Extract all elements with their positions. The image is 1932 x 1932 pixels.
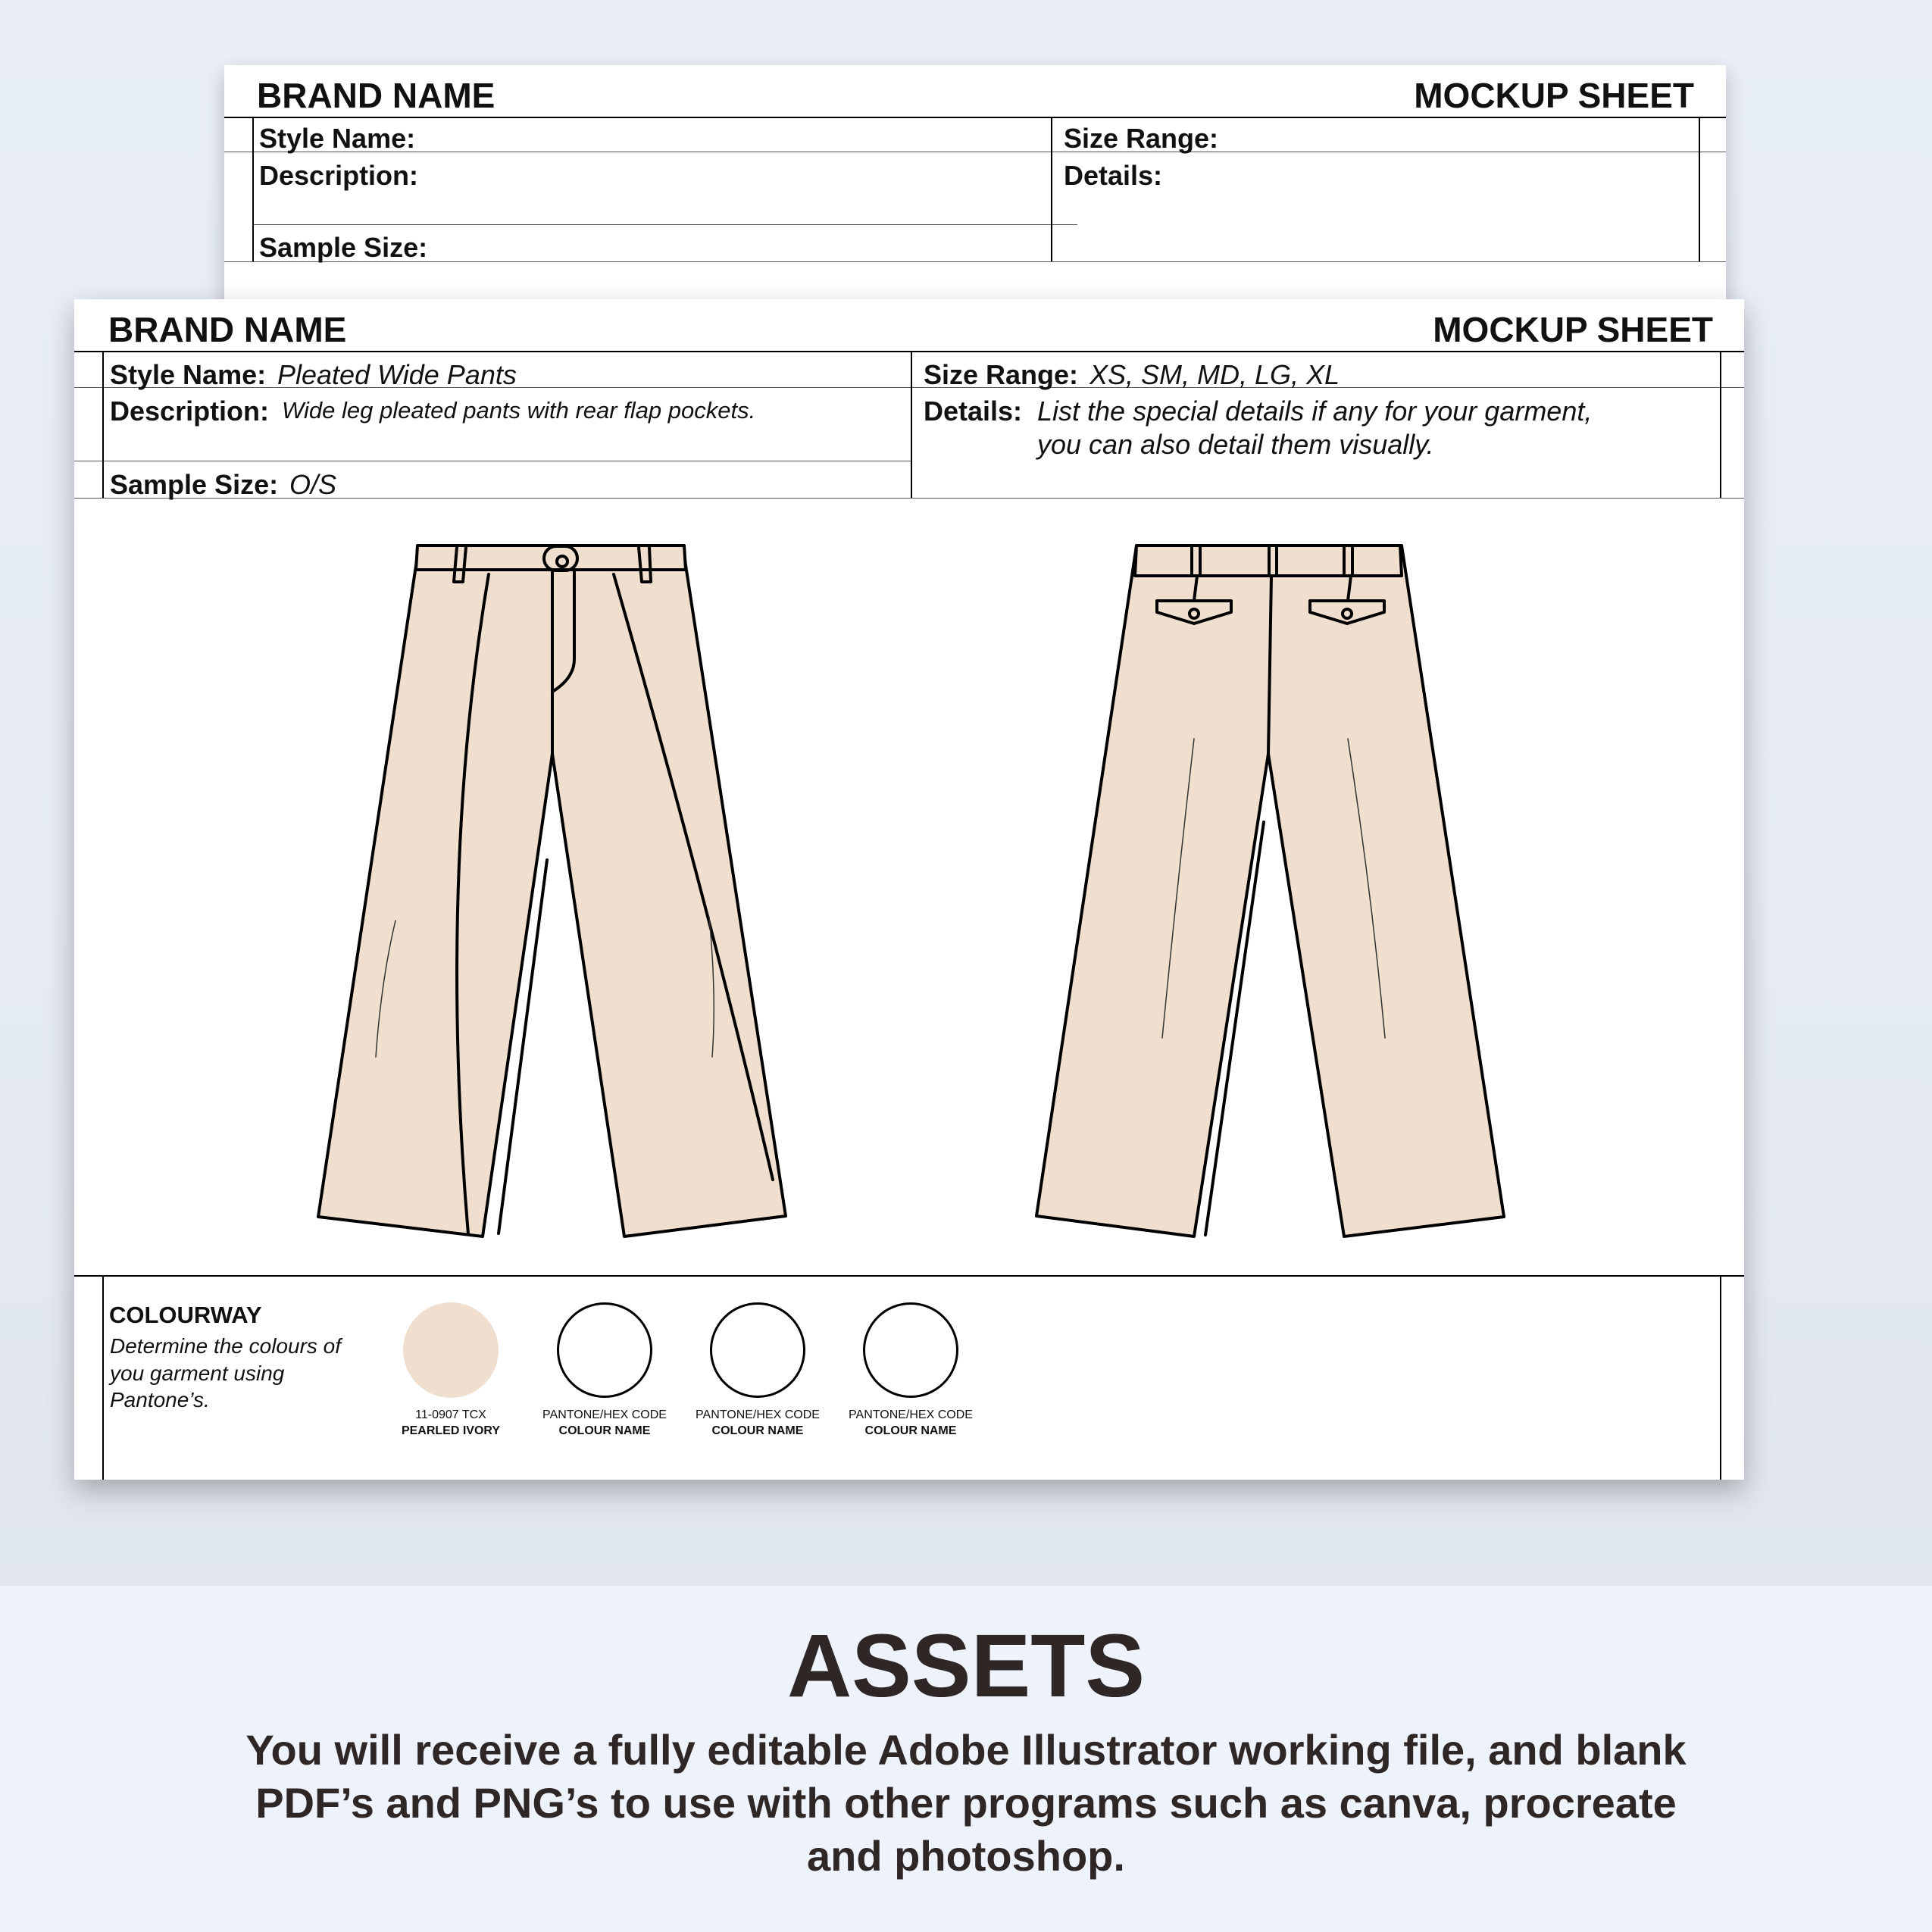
back-row-rule bbox=[252, 224, 1077, 225]
back-details-label: Details: bbox=[1064, 160, 1163, 191]
colourway-left-divider bbox=[102, 1275, 104, 1480]
colour-swatch-2 bbox=[557, 1302, 652, 1398]
swatch-4-name: COLOUR NAME bbox=[864, 1424, 957, 1437]
back-size-range-label: Size Range: bbox=[1064, 123, 1219, 154]
details-label: Details: bbox=[924, 395, 1023, 427]
pants-back-view bbox=[1036, 546, 1504, 1236]
swatch-3-code: PANTONE/HEX CODE bbox=[696, 1408, 820, 1421]
swatch-3-name: COLOUR NAME bbox=[711, 1424, 804, 1437]
back-sample-size-label: Sample Size: bbox=[259, 232, 428, 263]
details-line-1: List the special details if any for your garment, bbox=[1037, 395, 1593, 427]
back-brand-name: BRAND NAME bbox=[257, 76, 496, 115]
size-range-value: XS, SM, MD, LG, XL bbox=[1089, 359, 1340, 390]
swatch-1-name: PEARLED IVORY bbox=[401, 1424, 501, 1437]
colourway-right-divider bbox=[1720, 1275, 1721, 1480]
description-value: Wide leg pleated pants with rear flap pockets. bbox=[282, 397, 756, 424]
brand-name: BRAND NAME bbox=[108, 310, 347, 349]
back-center-divider bbox=[1051, 117, 1052, 261]
garment-drawings bbox=[74, 299, 1744, 1284]
colourway-title: COLOURWAY bbox=[109, 1302, 262, 1328]
back-style-name-label: Style Name: bbox=[259, 123, 416, 154]
back-header-rule bbox=[224, 117, 1726, 118]
size-range-label: Size Range: bbox=[924, 359, 1079, 390]
sheet-title: MOCKUP SHEET bbox=[1433, 310, 1713, 349]
style-name-value: Pleated Wide Pants bbox=[277, 359, 517, 390]
swatch-2-code: PANTONE/HEX CODE bbox=[542, 1408, 667, 1421]
front-mockup-sheet bbox=[74, 299, 1744, 1480]
back-left-divider bbox=[252, 117, 254, 261]
style-name-label: Style Name: bbox=[110, 359, 267, 390]
colourway-description: Determine the colours of you garment using Pantone’s. bbox=[110, 1334, 342, 1412]
colourway-top-rule bbox=[74, 1275, 1744, 1277]
swatch-2-name: COLOUR NAME bbox=[558, 1424, 651, 1437]
pants-front-view bbox=[318, 546, 786, 1236]
swatch-4-code: PANTONE/HEX CODE bbox=[849, 1408, 973, 1421]
colour-swatch-4 bbox=[863, 1302, 958, 1398]
details-line-2: you can also detail them visually. bbox=[1037, 429, 1434, 460]
back-right-divider bbox=[1699, 117, 1700, 261]
colour-swatch-1 bbox=[403, 1302, 499, 1398]
assets-title: ASSETS bbox=[786, 1616, 1146, 1716]
swatch-1-code: 11-0907 TCX bbox=[415, 1408, 486, 1421]
sample-size-value: O/S bbox=[289, 469, 337, 500]
description-label: Description: bbox=[110, 395, 270, 427]
back-sheet-title: MOCKUP SHEET bbox=[1414, 76, 1694, 115]
back-row-rule bbox=[224, 261, 1726, 262]
back-description-label: Description: bbox=[259, 160, 419, 191]
colour-swatch-3 bbox=[710, 1302, 805, 1398]
assets-description: You will receive a fully editable Adobe Illustrator working file, and blank PDF’s and PNG’s to use with other programs such as canva, procreate and photoshop. bbox=[245, 1726, 1687, 1880]
sample-size-label: Sample Size: bbox=[110, 469, 279, 500]
